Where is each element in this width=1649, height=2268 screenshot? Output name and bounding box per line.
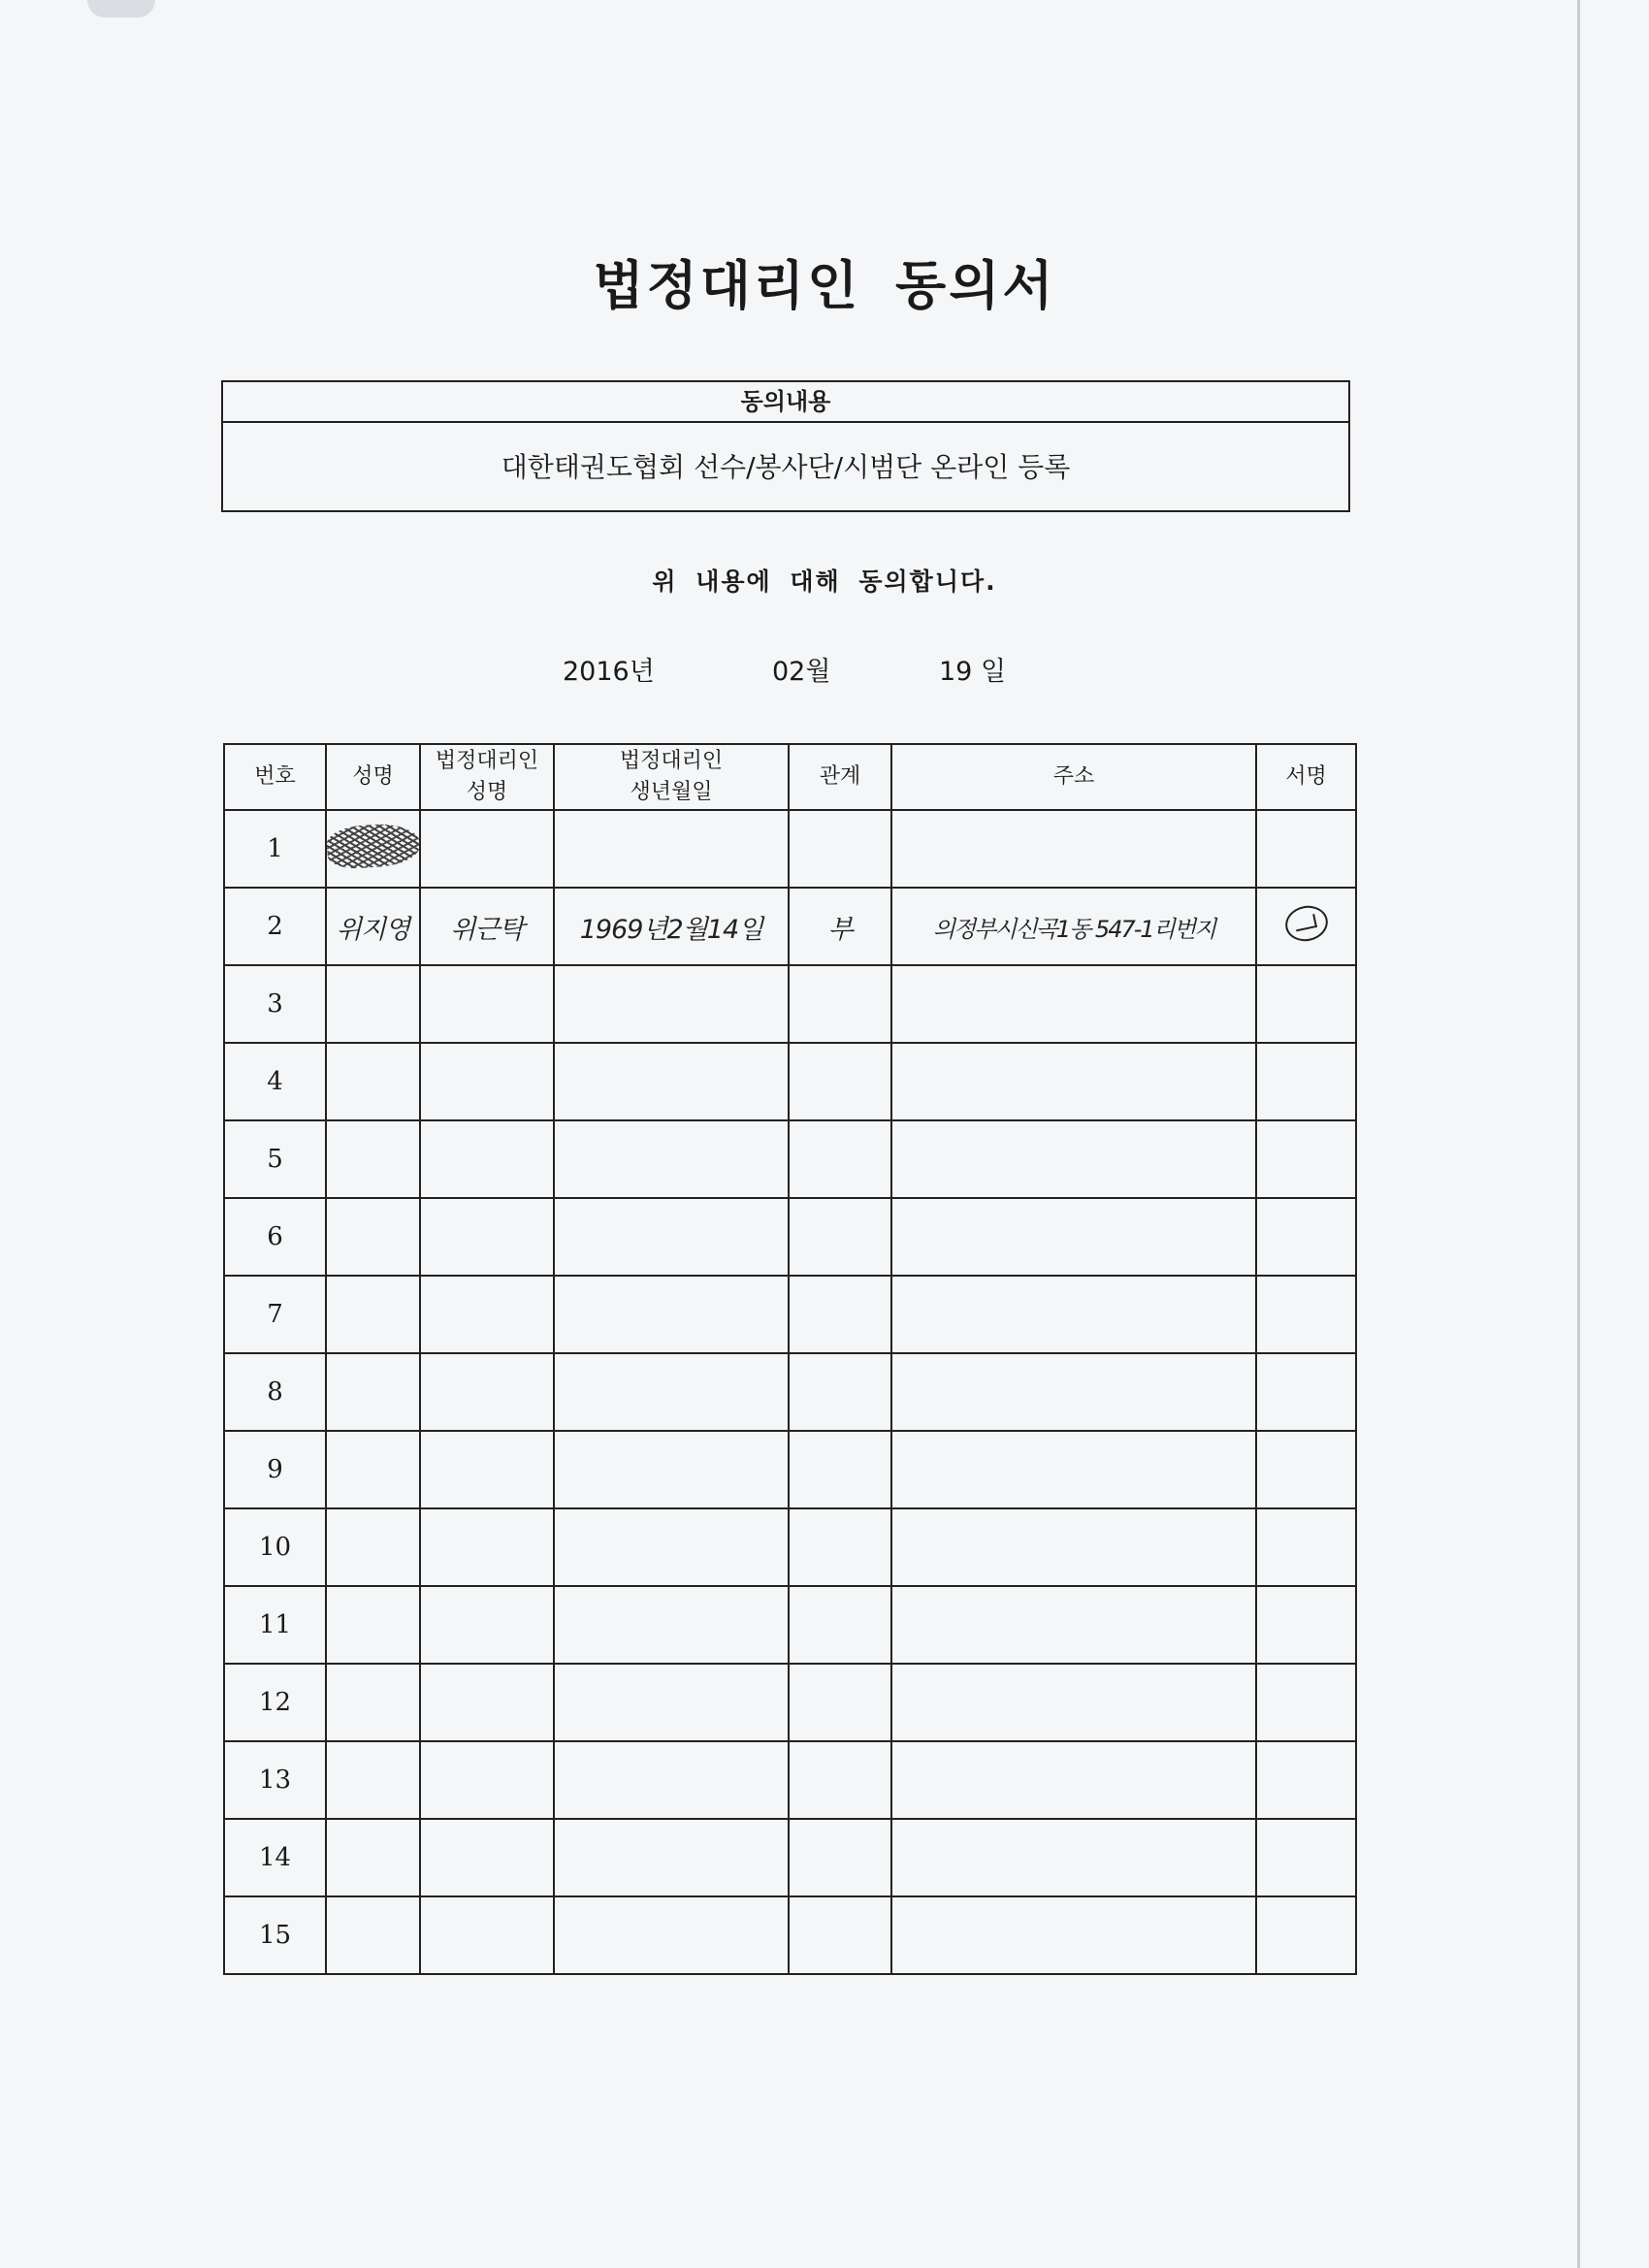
student-name-cell	[326, 1508, 420, 1586]
guardian-name-cell	[420, 1664, 554, 1741]
relation-handwriting: 부	[827, 914, 853, 945]
row-number-cell: 15	[224, 1896, 326, 1974]
signature-cell	[1256, 810, 1356, 888]
guardian-birthdate-cell	[554, 1819, 789, 1896]
student-name-cell	[326, 1198, 420, 1276]
address-handwriting: 의정부시신곡1동 547-1리번지	[932, 915, 1215, 943]
row-number-cell: 14	[224, 1819, 326, 1896]
table-row	[224, 1431, 1356, 1508]
signature-cell	[1256, 1741, 1356, 1819]
consent-content: 대한태권도협회 선수/봉사단/시범단 온라인 등록	[501, 451, 1071, 483]
address-cell	[891, 1353, 1256, 1431]
row-number-cell: 6	[224, 1198, 326, 1276]
address-cell	[891, 1431, 1256, 1508]
relation-cell	[789, 1353, 891, 1431]
address-cell	[891, 1586, 1256, 1664]
signature-cell	[1256, 1043, 1356, 1120]
guardian-name-cell	[420, 1276, 554, 1353]
header-guardian-birth-line2: 생년월일	[630, 780, 713, 804]
guardian-birthdate-cell	[554, 1508, 789, 1586]
address-cell	[891, 810, 1256, 888]
address-cell	[891, 1741, 1256, 1819]
relation-cell	[789, 1741, 891, 1819]
address-cell	[891, 1276, 1256, 1353]
guardian-name-cell	[420, 965, 554, 1043]
address-cell	[891, 1508, 1256, 1586]
table-row	[224, 1276, 1356, 1353]
guardian-birthdate-cell	[554, 965, 789, 1043]
address-cell	[891, 888, 1256, 965]
guardian-name-cell	[420, 1353, 554, 1431]
row-number-cell: 11	[224, 1586, 326, 1664]
row-number-cell: 8	[224, 1353, 326, 1431]
guardian-name-cell	[420, 810, 554, 888]
row-number-cell: 5	[224, 1120, 326, 1198]
table-row	[224, 1819, 1356, 1896]
consent-header: 동의내용	[223, 382, 1348, 423]
guardian-name-cell	[420, 1896, 554, 1974]
table-row	[224, 1120, 1356, 1198]
relation-cell	[789, 1043, 891, 1120]
row-number-cell: 1	[224, 810, 326, 888]
address-cell	[891, 1896, 1256, 1974]
guardian-name-cell	[420, 1043, 554, 1120]
guardian-birthdate-cell	[554, 1198, 789, 1276]
row-number-cell: 4	[224, 1043, 326, 1120]
relation-cell	[789, 1198, 891, 1276]
student-name-handwriting: 위지영	[336, 914, 410, 945]
guardian-birthdate-cell	[554, 1586, 789, 1664]
relation-cell	[789, 888, 891, 965]
handwritten-signature-mark	[1281, 901, 1331, 944]
table-row	[224, 1198, 1356, 1276]
table-row	[224, 888, 1356, 965]
table-row	[224, 810, 1356, 888]
guardian-name-handwriting: 위근탁	[450, 914, 524, 945]
table-row	[224, 965, 1356, 1043]
guardian-birthdate-cell	[554, 1353, 789, 1431]
table-row	[224, 1664, 1356, 1741]
signature-cell	[1256, 1120, 1356, 1198]
guardian-birthdate-cell	[554, 1431, 789, 1508]
student-name-cell	[326, 1819, 420, 1896]
guardian-name-cell	[420, 1198, 554, 1276]
signature-cell	[1256, 1276, 1356, 1353]
header-guardian-name-line1: 법정대리인	[435, 749, 539, 773]
student-name-cell	[326, 1741, 420, 1819]
relation-cell	[789, 1431, 891, 1508]
guardian-name-cell	[420, 1508, 554, 1586]
row-number-cell: 3	[224, 965, 326, 1043]
relation-cell	[789, 1586, 891, 1664]
date-year: 2016년	[563, 657, 655, 687]
student-name-cell	[326, 810, 420, 888]
signature-cell	[1256, 1508, 1356, 1586]
consent-box	[221, 380, 1350, 512]
signature-cell	[1256, 1353, 1356, 1431]
table-row	[224, 1741, 1356, 1819]
address-cell	[891, 965, 1256, 1043]
student-name-cell	[326, 1896, 420, 1974]
address-cell	[891, 1664, 1256, 1741]
relation-cell	[789, 1664, 891, 1741]
student-name-cell	[326, 1431, 420, 1508]
relation-cell	[789, 1819, 891, 1896]
guardian-name-cell	[420, 1819, 554, 1896]
address-cell	[891, 1198, 1256, 1276]
relation-cell	[789, 810, 891, 888]
table-row	[224, 1896, 1356, 1974]
student-name-cell	[326, 1276, 420, 1353]
student-name-cell	[326, 1120, 420, 1198]
address-cell	[891, 1819, 1256, 1896]
row-number-cell: 2	[224, 888, 326, 965]
guardian-name-cell	[420, 1741, 554, 1819]
relation-cell	[789, 1120, 891, 1198]
relation-cell	[789, 1276, 891, 1353]
guardian-birthdate-cell	[554, 1896, 789, 1974]
agreement-statement: 위 내용에 대해 동의합니다.	[652, 567, 997, 596]
date-month: 02월	[772, 657, 831, 687]
address-cell	[891, 1120, 1256, 1198]
signature-cell	[1256, 965, 1356, 1043]
page-edge-line	[1577, 0, 1580, 2268]
header-guardian-birth-line1: 법정대리인	[619, 749, 724, 773]
row-number-cell: 13	[224, 1741, 326, 1819]
header-guardian-name-line2: 성명	[466, 780, 508, 804]
guardian-birthdate-cell	[554, 1043, 789, 1120]
signature-cell	[1256, 1586, 1356, 1664]
scan-smudge	[87, 0, 155, 17]
row-number-cell: 7	[224, 1276, 326, 1353]
header-address: 주소	[891, 744, 1256, 810]
relation-cell	[789, 965, 891, 1043]
signature-cell	[1256, 1664, 1356, 1741]
row-number-cell: 12	[224, 1664, 326, 1741]
guardian-birthdate-handwriting: 1969년2월14일	[579, 914, 763, 945]
guardian-birthdate-cell	[554, 1741, 789, 1819]
signature-table	[223, 743, 1357, 1975]
signature-cell	[1256, 1431, 1356, 1508]
date-day: 19 일	[939, 657, 1007, 687]
guardian-birthdate-cell	[554, 1664, 789, 1741]
header-no: 번호	[224, 744, 326, 810]
row-number-cell: 9	[224, 1431, 326, 1508]
document-title: 법정대리인 동의서	[593, 255, 1056, 316]
header-name: 성명	[326, 744, 420, 810]
header-signature: 서명	[1256, 744, 1356, 810]
header-relation: 관계	[789, 744, 891, 810]
guardian-birthdate-cell	[554, 810, 789, 888]
table-row	[224, 1353, 1356, 1431]
student-name-cell	[326, 1353, 420, 1431]
table-header-row	[224, 744, 1356, 810]
row-number-cell: 10	[224, 1508, 326, 1586]
guardian-name-cell	[420, 1120, 554, 1198]
student-name-cell	[326, 965, 420, 1043]
header-guardian-name	[420, 744, 554, 810]
signature-cell	[1256, 888, 1356, 965]
guardian-name-cell	[420, 1431, 554, 1508]
student-name-cell	[326, 1043, 420, 1120]
guardian-name-cell	[420, 888, 554, 965]
signature-cell	[1256, 1198, 1356, 1276]
guardian-name-cell	[420, 1586, 554, 1664]
table-row	[224, 1586, 1356, 1664]
student-name-cell	[326, 1586, 420, 1664]
guardian-birthdate-cell	[554, 888, 789, 965]
relation-cell	[789, 1508, 891, 1586]
table-row	[224, 1043, 1356, 1120]
redacted-name-scribble	[326, 821, 422, 870]
guardian-birthdate-cell	[554, 1276, 789, 1353]
table-row	[224, 1508, 1356, 1586]
relation-cell	[789, 1896, 891, 1974]
address-cell	[891, 1043, 1256, 1120]
student-name-cell	[326, 888, 420, 965]
student-name-cell	[326, 1664, 420, 1741]
header-guardian-birth	[554, 744, 789, 810]
signature-cell	[1256, 1819, 1356, 1896]
guardian-birthdate-cell	[554, 1120, 789, 1198]
table-body	[224, 810, 1356, 1974]
signature-cell	[1256, 1896, 1356, 1974]
